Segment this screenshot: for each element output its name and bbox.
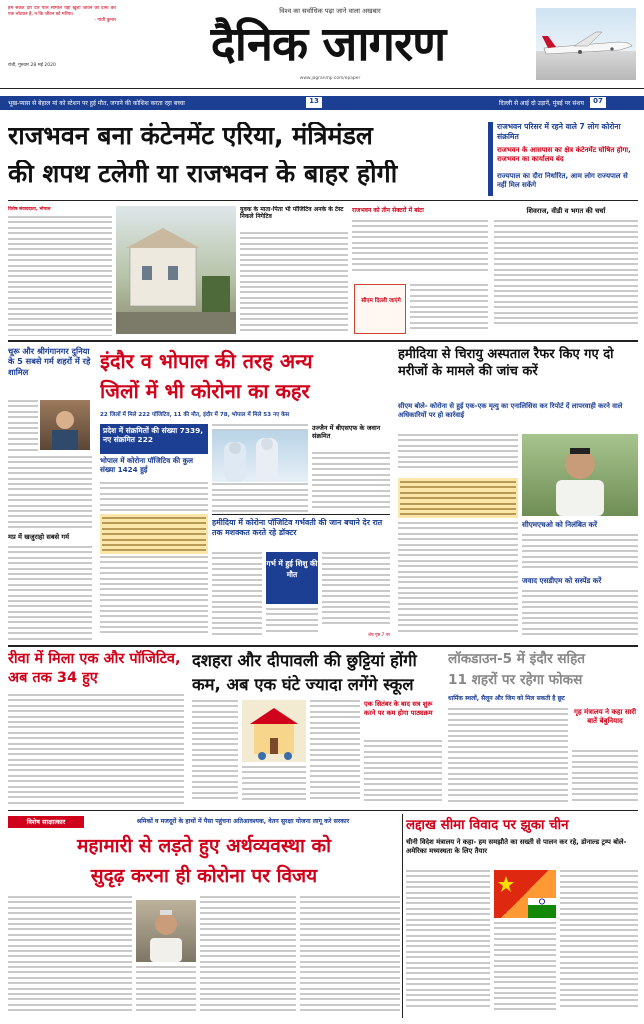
- lead-body-col5: [410, 284, 488, 334]
- indore-count-box: प्रदेश में संक्रमितों की संख्या 7339, नए संक्रमित 222: [100, 424, 208, 454]
- schools-body-d: [364, 740, 442, 806]
- lockdown-box[interactable]: गृह मंत्रालय ने कहा सारी बातें बेबुनियाद: [573, 708, 637, 725]
- lead-sub2[interactable]: राजभवन को तीन सेक्टरों में बांटा: [352, 207, 424, 214]
- lockdown-strap: धार्मिक स्थलों, सैलून और जिम को मिल सकती है छूट: [448, 695, 565, 702]
- lead-sub1[interactable]: युवक के माता-पिता भी पॉजिटिव अनके के टेस्ट निकले निगेटिव: [240, 206, 344, 221]
- schools-headline-2[interactable]: कम, अब एक घंटे ज्यादा लगेंगे स्कूल: [192, 675, 414, 694]
- cm-delhi-text: सीएम दिल्ली जाएंगे: [361, 298, 401, 304]
- interview-body-b: [136, 966, 196, 1016]
- masthead-quote: [8, 6, 116, 52]
- ticker-left[interactable]: भूख-प्यास से बेहाल मां को स्टेशन पर हुई मौत, जगाने की कोशिश करता रहा बच्चा: [8, 100, 185, 107]
- ladakh-headline[interactable]: लद्दाख सीमा विवाद पर झुका चीन: [406, 818, 569, 833]
- hamidia-body-d: [522, 590, 638, 640]
- lead-side-bullet-2: राज्यपाल का दौरा निर्धारित, आम लोग राज्यपाल से नहीं मिल सकेंगे: [497, 172, 628, 189]
- ladakh-body-b: [494, 922, 556, 1016]
- cm-delhi-box: [354, 284, 406, 334]
- indore-body-a: [100, 482, 208, 512]
- rajbhavan-photo: [116, 206, 236, 334]
- heat-body-c: [8, 546, 92, 642]
- pregnant-cont[interactable]: शेष पृष्ठ 7 पर: [368, 633, 390, 638]
- school-illustration: [242, 700, 306, 762]
- hamidia-highlight: [398, 478, 518, 518]
- date-line: रांची, गुरुवार 28 मई 2020: [8, 63, 56, 68]
- hamidia-strap: सीएम बोले- कोरोना से हुई एक-एक मृत्यु का एनालिसिस कर रिपोर्ट दें लापरवाही करने वाले अधिकारियों पर हो कार्रवाई: [398, 402, 623, 419]
- indore-strap: 22 जिलों में मिले 222 पॉजिटिव, 11 की मौत, इंदौर में 78, भोपाल में मिले 53 नए केस: [100, 412, 290, 418]
- ladakh-strap: चीनी विदेश मंत्रालय ने कहा- हम समझौते का सख्ती से पालन कर रहे, डोनाल्ड ट्रम्प बोले- अमेरिका मध्यस्थता के लिए तैयार: [406, 838, 627, 855]
- indore-headline-1[interactable]: इंदौर व भोपाल की तरह अन्य: [100, 349, 313, 373]
- pregnant-body-c: [322, 552, 390, 632]
- ticker-right-page: 07: [590, 97, 606, 108]
- masthead-url: www.jagranmp.com/epaper: [299, 76, 361, 81]
- indore-highlight: [100, 514, 208, 554]
- lead-body-col6: [494, 220, 638, 332]
- schools-headline-1[interactable]: दशहरा और दीपावली की छुट्टियां होंगी: [192, 651, 417, 670]
- lead-body-col1: [8, 216, 112, 336]
- indore-body-c: [100, 556, 208, 640]
- fetal-death-box: गर्भ में हुई शिशु की मौत: [266, 552, 318, 604]
- hamidia-body-a: [398, 434, 518, 474]
- lockdown-body-a: [448, 708, 568, 806]
- indore-count-sub: भोपाल में कोरोना पॉजिटिव की कुल संख्या 1424 हुई: [100, 456, 193, 474]
- lead-side-bullet-1: राजभवन के आसपास का क्षेत्र कंटेनमेंट घोषित होगा, राजभवन का कार्यालय बंद: [497, 146, 631, 163]
- heat-body-a: [8, 400, 38, 456]
- interviewee-photo: [136, 900, 196, 962]
- lead-body-col4: [352, 220, 488, 274]
- ladakh-body-a: [406, 870, 490, 1016]
- ladakh-body-c: [560, 870, 638, 1016]
- hamidia-sub1[interactable]: सीएमएचओ को निलंबित करें: [522, 520, 598, 529]
- lead-body-col3: [240, 232, 348, 332]
- flags-image: [494, 870, 556, 918]
- heat-photo: [40, 400, 90, 450]
- lead-sub3[interactable]: शिवराज, वीडी व भगत की चर्चा: [526, 207, 606, 215]
- rewa-body: [8, 694, 184, 806]
- lockdown-body-b: [572, 750, 638, 806]
- schools-body-c: [310, 700, 360, 804]
- quote-author: - गांधी कुमार: [94, 18, 116, 23]
- masthead-title: दैनिक जागरण: [210, 17, 446, 72]
- tagline: विश्व का सर्वाधिक पढ़ा जाने वाला अखबार: [279, 7, 381, 15]
- lead-side-box: [488, 122, 638, 196]
- rewa-headline[interactable]: रीवा में मिला एक और पॉजिटिव, अब तक 34 हुए: [8, 651, 181, 686]
- pregnant-headline[interactable]: हमीदिया में कोरोना पॉजिटिव गर्भवती की जान बचाने देर रात तक मशक्कत करते रहे डॉक्टर: [212, 518, 383, 537]
- hamidia-headline[interactable]: हमीदिया से चिरायु अस्पताल रैफर किए गए दो मरीजों के मामले की जांच करें: [398, 347, 614, 379]
- hamidia-body-c: [522, 534, 638, 572]
- lead-headline-2[interactable]: की शपथ टलेगी या राजभवन के बाहर होगी: [8, 160, 398, 188]
- cm-photo: [522, 434, 638, 516]
- ujjain-headline[interactable]: उज्जैन में बीएसएफ के जवान संक्रमित: [312, 424, 381, 440]
- lockdown-headline-2[interactable]: 11 शहरों पर रहेगा फोकस: [448, 672, 583, 688]
- pregnant-body-a: [212, 552, 262, 638]
- pregnant-body-b: [266, 608, 318, 638]
- interview-label: विशेष साक्षात्कार: [8, 816, 84, 828]
- interview-body-d: [300, 896, 400, 1016]
- quote-text: हम संकेत दार दार पाले समिलि यहीं खुशी जीवन को दाना कर एक लोटकर है, न कि जीवन को मरिया।: [8, 6, 116, 17]
- lockdown-headline-1[interactable]: लॉकडाउन-5 में इंदौर सहित: [448, 651, 586, 667]
- hamidia-body-b: [398, 522, 518, 640]
- airplane-photo: [536, 8, 636, 80]
- heat-headline[interactable]: चूरू और श्रीगंगानगर दुनिया के 5 सबसे गर्म शहरों में रहे शामिल: [8, 346, 91, 377]
- interview-headline-1[interactable]: महामारी से लड़ते हुए अर्थव्यवस्था को: [76, 835, 332, 857]
- ticker-right[interactable]: दिल्ली से आई दो उड़ानें, मुंबई पर संशय: [498, 100, 584, 107]
- ppe-photo: [212, 430, 308, 482]
- interview-body-a: [8, 896, 132, 1016]
- heat-body-b: [8, 456, 92, 530]
- ujjain-body: [312, 452, 390, 512]
- indore-headline-2[interactable]: जिलों में भी कोरोना का कहर: [100, 379, 310, 403]
- lead-byline: विशेष संवाददाता, भोपाल: [8, 207, 51, 212]
- lead-side-headline[interactable]: राजभवन परिसर में रहने वाले 7 लोग कोरोना संक्रमित: [497, 122, 621, 141]
- hamidia-sub2[interactable]: जवाद एसडीएम को सस्पेंड करें: [522, 576, 602, 585]
- interview-headline-2[interactable]: सुदृढ़ करना ही कोरोना पर विजय: [90, 865, 318, 887]
- lead-headline-1[interactable]: राजभवन बना कंटेनमेंट एरिया, मंत्रिमंडल: [8, 122, 373, 150]
- heat-sub[interactable]: मप्र में खजुराहो सबसे गर्म: [8, 533, 70, 541]
- schools-body-a: [192, 700, 238, 804]
- ticker-left-page: 13: [306, 97, 322, 108]
- interview-banner: श्रमिकों व मजदूरों के हाथों में पैसा पहुंचना अतिआवश्यक, वेतन सुरक्षा योजना लागू करे सरकार: [136, 818, 350, 825]
- ticker-band: [0, 96, 644, 110]
- schools-body-b: [242, 766, 306, 806]
- interview-body-c: [200, 896, 296, 1016]
- schools-box[interactable]: एक सितंबर के बाद सत्र शुरू करने पर कम होगा पाठ्यक्रम: [364, 700, 433, 717]
